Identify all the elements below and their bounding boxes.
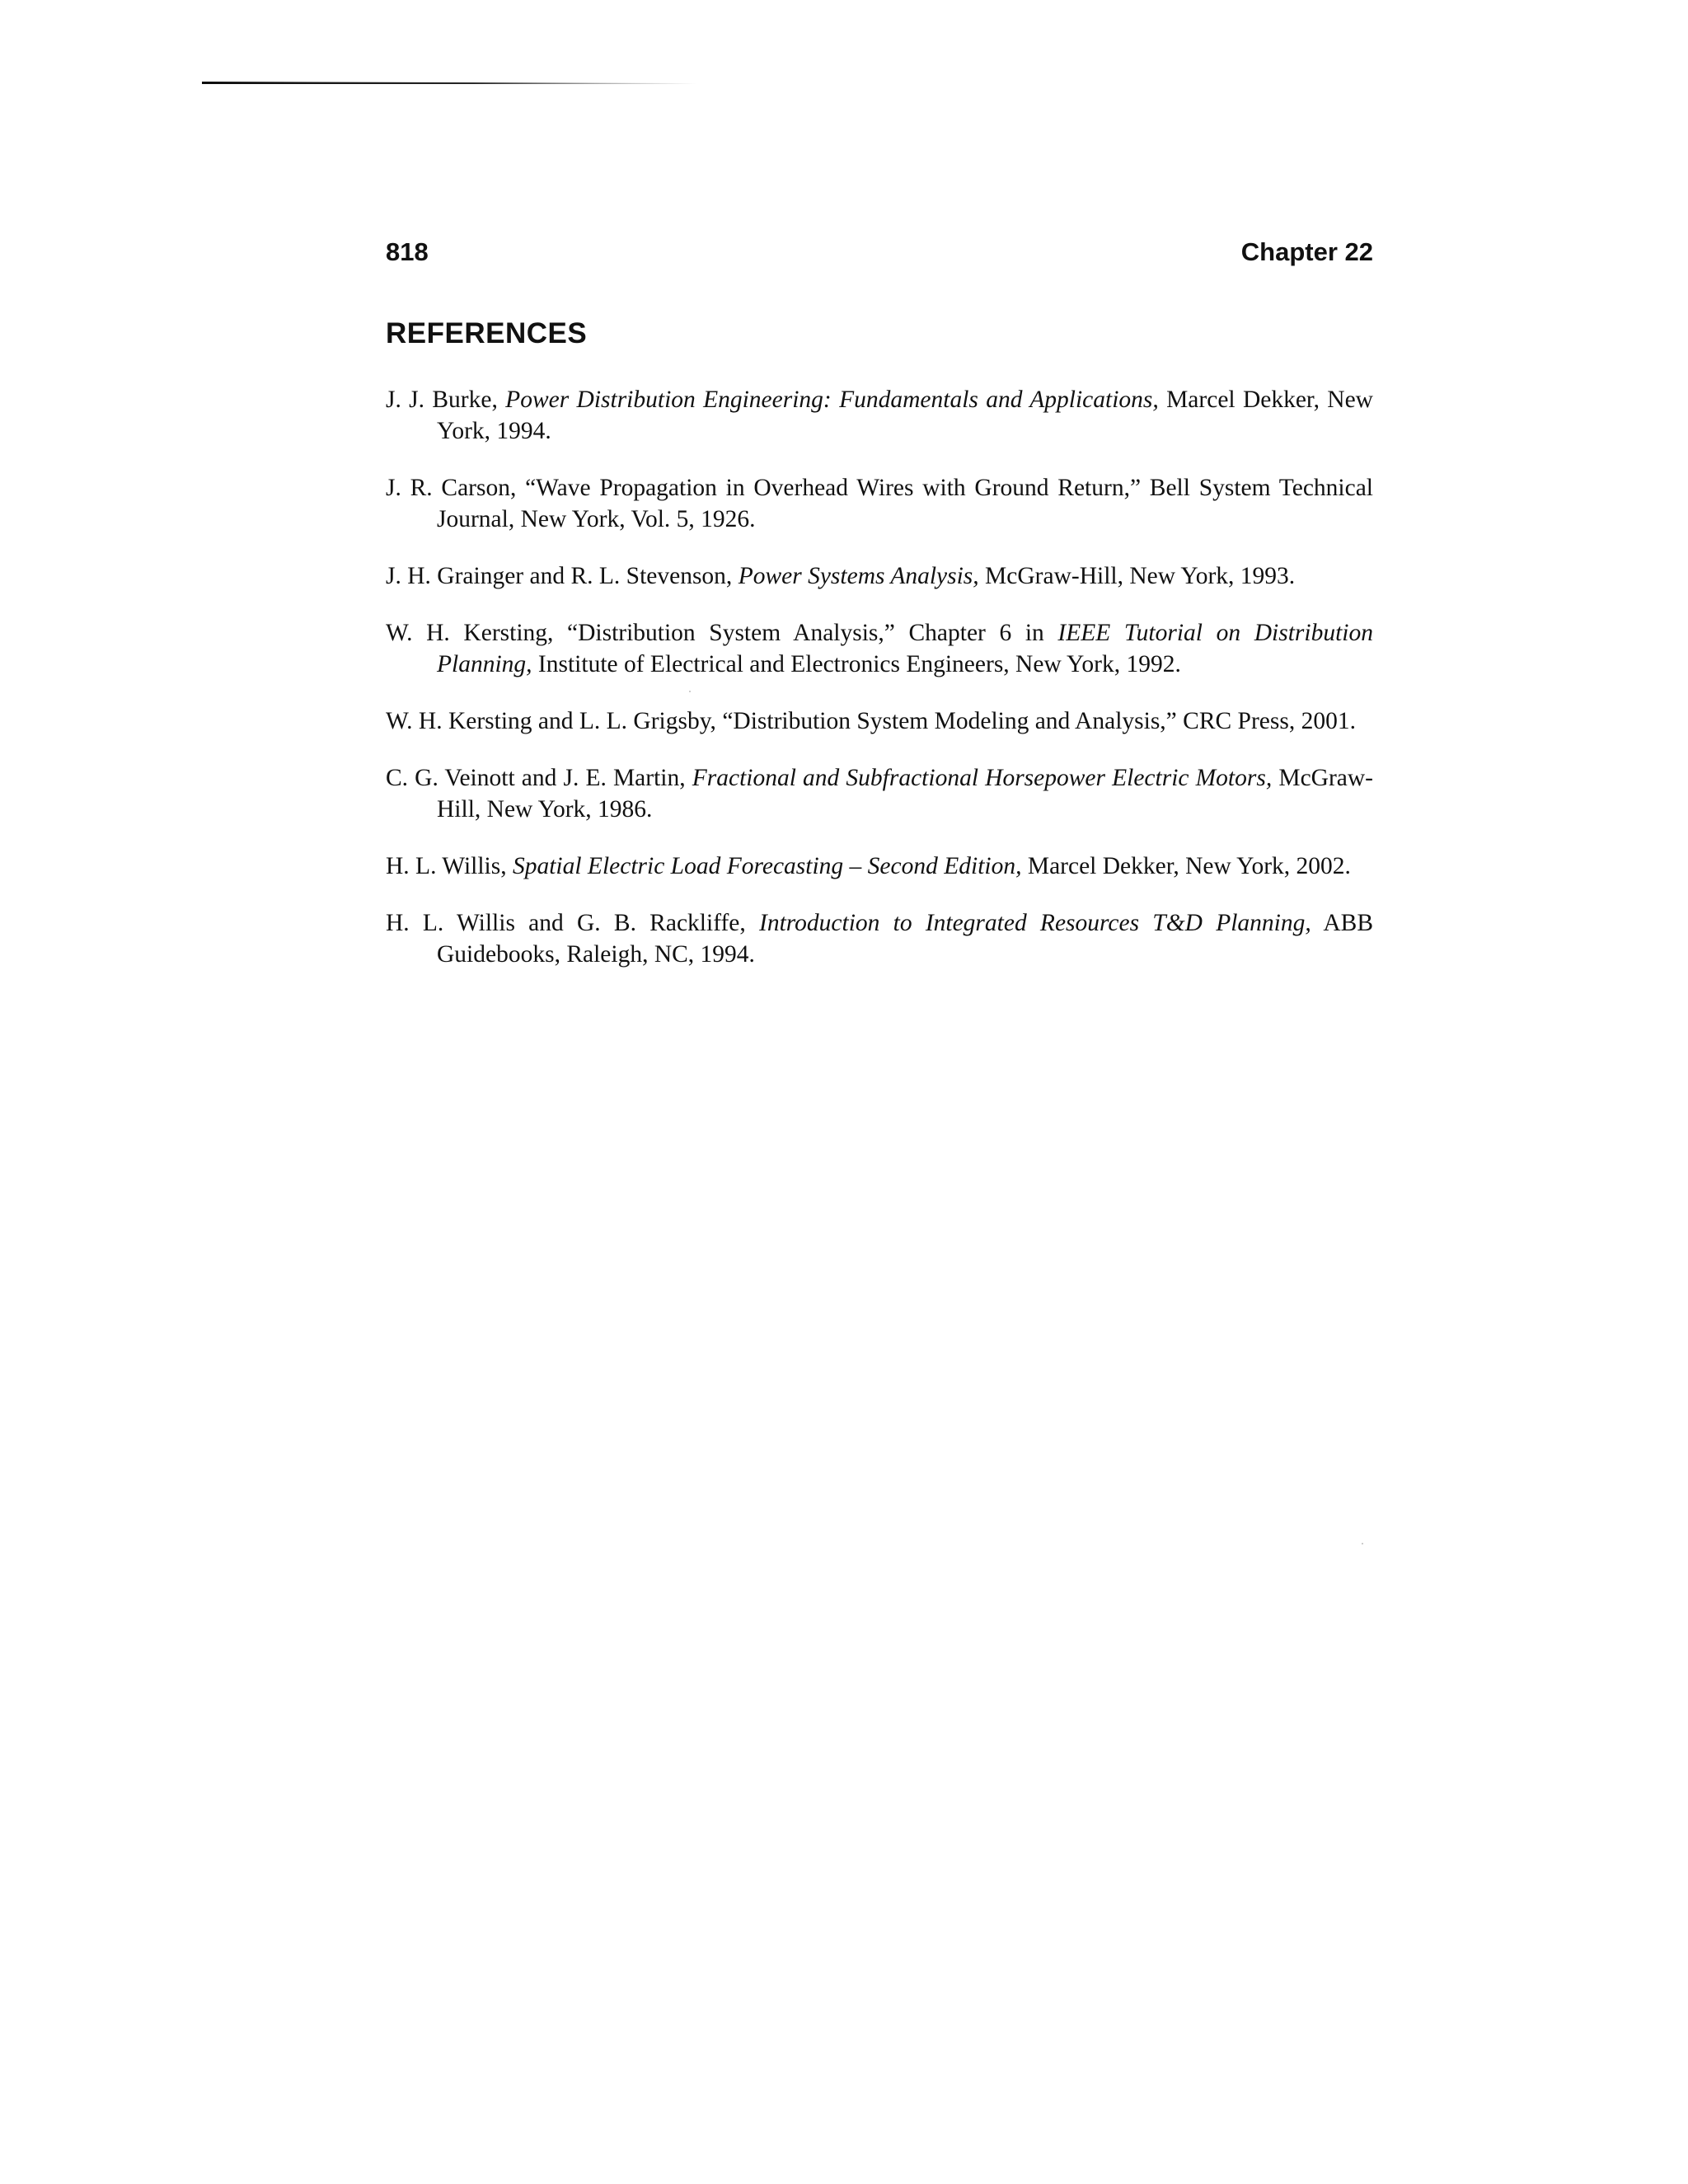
ref-title: Spatial Electric Load Forecasting – Second Edition, (512, 853, 1022, 879)
ref-details: Institute of Electrical and Electronics Engineers, New York, 1992. (532, 651, 1181, 677)
ref-authors: J. R. Carson, (386, 475, 526, 501)
ref-title: “Distribution System Analysis,” Chapter 6 in (567, 620, 1058, 646)
ref-details: McGraw-Hill, New York, 1986. (437, 765, 1374, 823)
ref-title: Fractional and Subfractional Horsepower Electric Motors, (692, 765, 1273, 791)
reference-list (386, 384, 1373, 996)
ref-details: Marcel Dekker, New York, 1994. (437, 387, 1373, 444)
ref-details: Bell System Technical Journal, New York, Vol. 5, 1926. (437, 475, 1374, 532)
reference-item (386, 705, 1373, 737)
ref-authors: W. H. Kersting, (386, 620, 567, 646)
ref-title: Power Systems Analysis, (738, 563, 979, 589)
reference-item (386, 472, 1373, 535)
ref-authors: W. H. Kersting and L. L. Grigsby, (386, 708, 723, 734)
section-title: REFERENCES (386, 317, 588, 349)
ref-authors: H. L. Willis, (386, 853, 513, 879)
ref-details: McGraw-Hill, New York, 1993. (978, 563, 1296, 589)
ref-authors: H. L. Willis and G. B. Rackliffe, (386, 910, 760, 936)
page-number: 818 (386, 237, 429, 266)
ref-title: Power Distribution Engineering: Fundamentals and Applications, (505, 387, 1159, 413)
scan-speck (689, 691, 691, 692)
reference-item (386, 762, 1373, 825)
reference-item (386, 384, 1373, 447)
scan-speck (1362, 1543, 1363, 1544)
ref-authors: J. J. Burke, (386, 387, 506, 413)
page-header (386, 237, 1373, 274)
reference-item (386, 560, 1373, 592)
reference-item (386, 617, 1373, 680)
ref-details: ABB Guidebooks, Raleigh, NC, 1994. (437, 910, 1374, 968)
ref-source: IEEE Tutorial on Distribution Planning, (437, 620, 1373, 677)
ref-title: “Wave Propagation in Overhead Wires with Ground Return,” (525, 475, 1142, 501)
scan-edge-line (202, 79, 696, 87)
ref-title: “Distribution System Modeling and Analysis,” (722, 708, 1177, 734)
ref-details: CRC Press, 2001. (1176, 708, 1356, 734)
reference-item (386, 851, 1373, 882)
reference-item (386, 907, 1373, 970)
ref-authors: C. G. Veinott and J. E. Martin, (386, 765, 692, 791)
ref-authors: J. H. Grainger and R. L. Stevenson, (386, 563, 738, 589)
chapter-label: Chapter 22 (1240, 237, 1373, 266)
ref-title: Introduction to Integrated Resources T&D Planning, (759, 910, 1311, 936)
ref-details: Marcel Dekker, New York, 2002. (1021, 853, 1351, 879)
